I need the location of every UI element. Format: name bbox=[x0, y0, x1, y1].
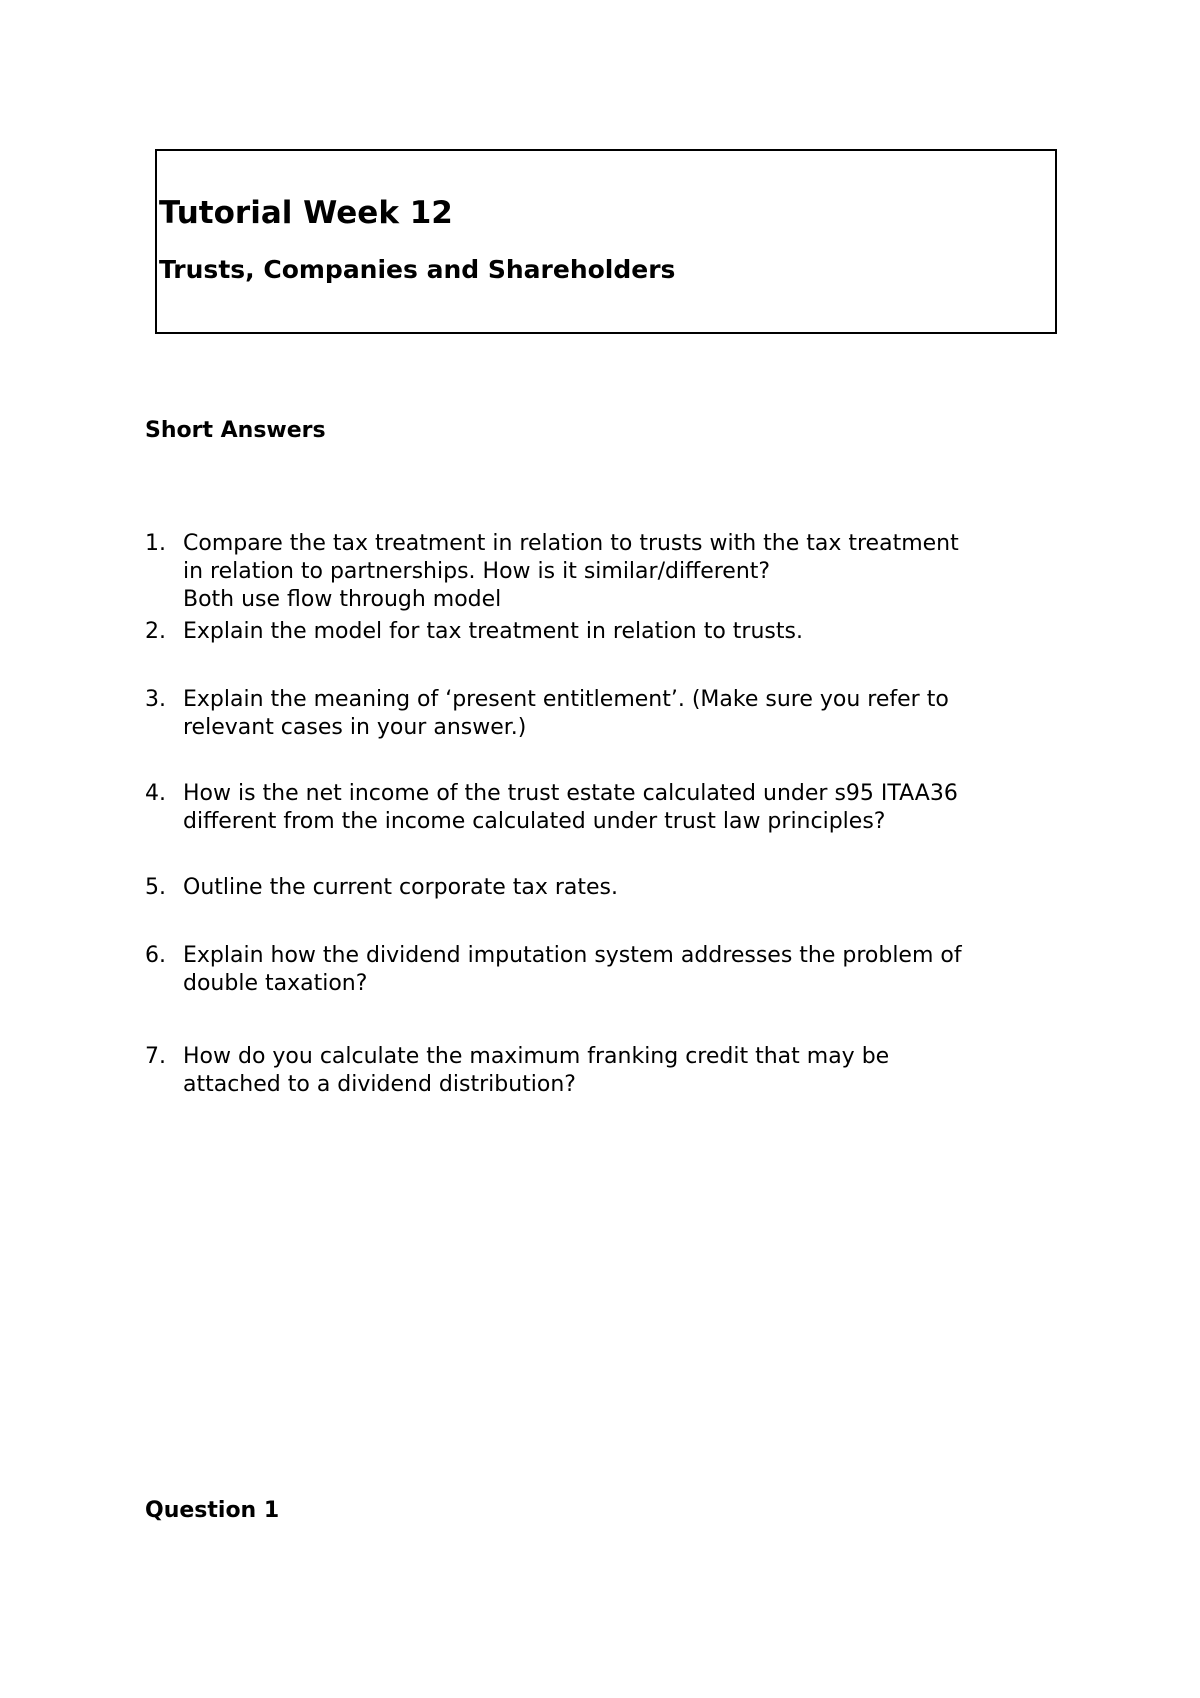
question-text bbox=[183, 686, 1075, 742]
question-number: 1. bbox=[145, 531, 166, 556]
question-number: 4. bbox=[145, 781, 166, 806]
question-line: different from the income calculated under trust law principles? bbox=[183, 809, 886, 834]
question-number: 7. bbox=[145, 1044, 166, 1069]
question-item-3 bbox=[145, 686, 1075, 742]
question-number: 6. bbox=[145, 943, 166, 968]
question-text bbox=[183, 942, 1075, 998]
question-line: How do you calculate the maximum franking credit that may be bbox=[183, 1044, 890, 1069]
question-1-heading: Question 1 bbox=[145, 1498, 280, 1523]
answer-note: Both use flow through model bbox=[183, 587, 502, 612]
question-number: 5. bbox=[145, 875, 166, 900]
document-subtitle: Trusts, Companies and Shareholders bbox=[159, 255, 676, 284]
question-item-4 bbox=[145, 780, 1075, 836]
question-text bbox=[183, 1043, 1075, 1099]
question-text bbox=[183, 874, 1075, 902]
question-line: relevant cases in your answer.) bbox=[183, 715, 527, 740]
question-text bbox=[183, 618, 1075, 646]
question-line: attached to a dividend distribution? bbox=[183, 1072, 576, 1097]
question-line: double taxation? bbox=[183, 971, 368, 996]
question-line: Outline the current corporate tax rates. bbox=[183, 875, 619, 900]
question-line: Explain the meaning of ‘present entitlement’. (Make sure you refer to bbox=[183, 687, 949, 712]
question-line: Explain the model for tax treatment in relation to trusts. bbox=[183, 619, 803, 644]
question-item-7 bbox=[145, 1043, 1075, 1099]
short-answers-heading: Short Answers bbox=[145, 418, 326, 443]
question-text bbox=[183, 530, 1075, 614]
question-line: in relation to partnerships. How is it similar/different? bbox=[183, 559, 771, 584]
question-item-1 bbox=[145, 530, 1075, 614]
question-text bbox=[183, 780, 1075, 836]
question-number: 2. bbox=[145, 619, 166, 644]
title-box bbox=[155, 149, 1057, 334]
question-item-2 bbox=[145, 618, 1075, 646]
question-line: How is the net income of the trust estate calculated under s95 ITAA36 bbox=[183, 781, 958, 806]
question-line: Explain how the dividend imputation system addresses the problem of bbox=[183, 943, 962, 968]
question-line: Compare the tax treatment in relation to trusts with the tax treatment bbox=[183, 531, 959, 556]
document-title: Tutorial Week 12 bbox=[159, 195, 453, 231]
question-item-5 bbox=[145, 874, 1075, 902]
question-number: 3. bbox=[145, 687, 166, 712]
question-item-6 bbox=[145, 942, 1075, 998]
